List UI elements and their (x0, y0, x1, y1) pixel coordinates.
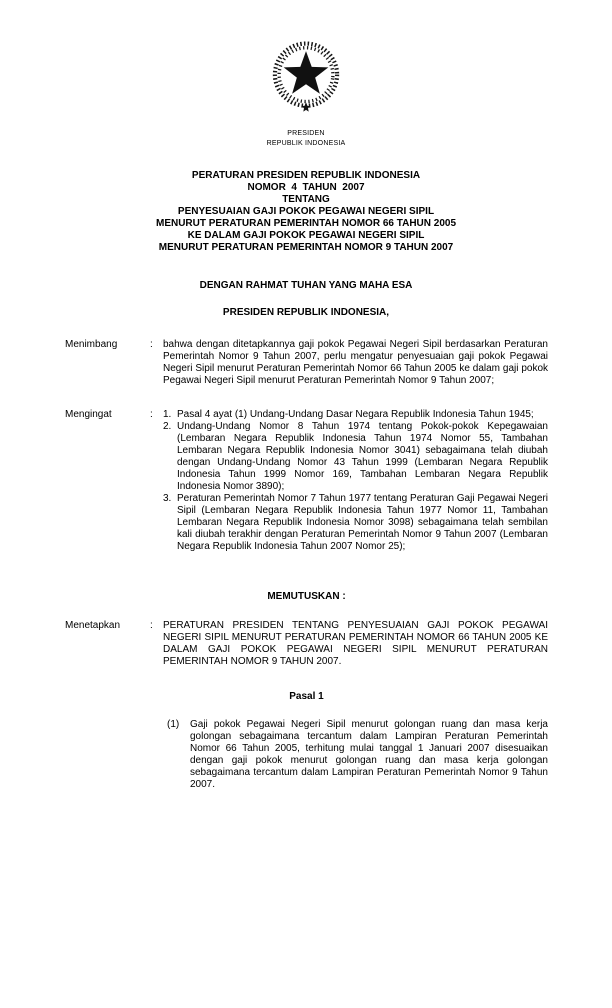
title-line-5: MENURUT PERATURAN PEMERINTAH NOMOR 66 TAHUN 2005 (155, 218, 457, 229)
mengingat-item-1-number: 1. (163, 409, 172, 420)
mengingat-item-1-text: Pasal 4 ayat (1) Undang-Undang Dasar Negara Republik Indonesia Tahun 1945; (177, 409, 534, 420)
section-menetapkan (65, 620, 548, 668)
mengingat-label: Mengingat (65, 409, 112, 420)
mengingat-item-3-text: Peraturan Pemerintah Nomor 7 Tahun 1977 tentang Peraturan Gaji Pegawai Negeri Sipil (Lembaran Negara Republik Indonesia Tahun 1977 Nomor 11, Tambahan Lembaran Negara Republik Indonesia Nomor 3098) sebagaimana telah sembilan kali diubah terakhir dengan Peraturan Pemerintah Nomor 9 Tahun 2007 (Lembaran Negara Republik Indonesia Tahun 2007 Nomor 25); (177, 493, 548, 552)
title-line-1: PERATURAN PRESIDEN REPUBLIK INDONESIA (191, 170, 421, 181)
mengingat-list (163, 409, 548, 553)
invocation-line: DENGAN RAHMAT TUHAN YANG MAHA ESA (199, 280, 413, 291)
mengingat-item-2-number: 2. (163, 421, 172, 432)
menimbang-colon: : (150, 339, 153, 350)
clause-1-text: Gaji pokok Pegawai Negeri Sipil menurut golongan ruang dan masa kerja golongan sebagaimana tercantum dalam Lampiran Peraturan Pemerintah Nomor 66 Tahun 2005, terhitung mulai tanggal 1 Januari 2007 disesuaikan dengan gaji pokok menurut golongan ruang dan masa kerja golongan sebagaimana tercantum dalam Lampiran Peraturan Pemerintah Nomor 9 Tahun 2007. (190, 719, 548, 790)
letterhead-line-presiden: PRESIDEN (287, 130, 325, 137)
section-mengingat (65, 409, 548, 553)
document-title (0, 170, 612, 254)
title-line-2: NOMOR 4 TAHUN 2007 (247, 182, 365, 193)
document-body (0, 339, 548, 791)
mengingat-item-3-number: 3. (163, 493, 172, 504)
mengingat-item-2 (163, 421, 548, 493)
mengingat-colon: : (150, 409, 153, 420)
clause-1-number: (1) (167, 719, 180, 730)
presidential-star-wreath-emblem-icon (264, 36, 348, 120)
title-line-6: KE DALAM GAJI POKOK PEGAWAI NEGERI SIPIL (187, 230, 425, 241)
menimbang-text: bahwa dengan ditetapkannya gaji pokok Pegawai Negeri Sipil berdasarkan Peraturan Pemerintah Nomor 9 Tahun 2007, perlu mengatur penyesuaian gaji pokok Pegawai Negeri Sipil menurut Peraturan Pemerintah Nomor 66 Tahun 2005 ke dalam gaji pokok Pegawai Negeri Sipil menurut Peraturan Pemerintah Nomor 9 Tahun 2007; (163, 339, 548, 386)
title-line-3: TENTANG (282, 194, 330, 205)
mengingat-item-2-text: Undang-Undang Nomor 8 Tahun 1974 tentang Pokok-pokok Kepegawaian (Lembaran Negara Republik Indonesia Tahun 1974 Nomor 55, Tambahan Lembaran Negara Republik Indonesia Nomor 3041) sebagaimana telah diubah dengan Undang-Undang Nomor 43 Tahun 1999 (Lembaran Negara Republik Indonesia Tahun 1999 Nomor 169, Tambahan Lembaran Negara Republik Indonesia Nomor 3890); (177, 421, 548, 492)
menetapkan-text: PERATURAN PRESIDEN TENTANG PENYESUAIAN GAJI POKOK PEGAWAI NEGERI SIPIL MENURUT PERATURAN PEMERINTAH NOMOR 66 TAHUN 2005 KE DALAM GAJI POKOK PEGAWAI NEGERI SIPIL MENURUT PERATURAN PEMERINTAH NOMOR 9 TAHUN 2007. (163, 620, 548, 667)
pasal-1-heading: Pasal 1 (289, 691, 324, 702)
letterhead (0, 129, 612, 149)
menetapkan-label: Menetapkan (65, 620, 121, 631)
mengingat-item-1 (163, 409, 548, 421)
title-line-4: PENYESUAIAN GAJI POKOK PEGAWAI NEGERI SIPIL (177, 206, 435, 217)
title-line-7: MENURUT PERATURAN PEMERINTAH NOMOR 9 TAHUN 2007 (158, 242, 454, 253)
menetapkan-colon: : (150, 620, 153, 631)
letterhead-line-republik-indonesia: REPUBLIK INDONESIA (266, 140, 346, 147)
pasal-1-body (163, 719, 548, 791)
menimbang-label: Menimbang (65, 339, 118, 350)
memutuskan-heading: MEMUTUSKAN : (267, 591, 346, 602)
clause-1 (163, 719, 548, 791)
emblem-wrap (0, 0, 612, 123)
authority-line: PRESIDEN REPUBLIK INDONESIA, (222, 307, 390, 318)
section-menimbang (65, 339, 548, 387)
mengingat-item-3 (163, 493, 548, 553)
